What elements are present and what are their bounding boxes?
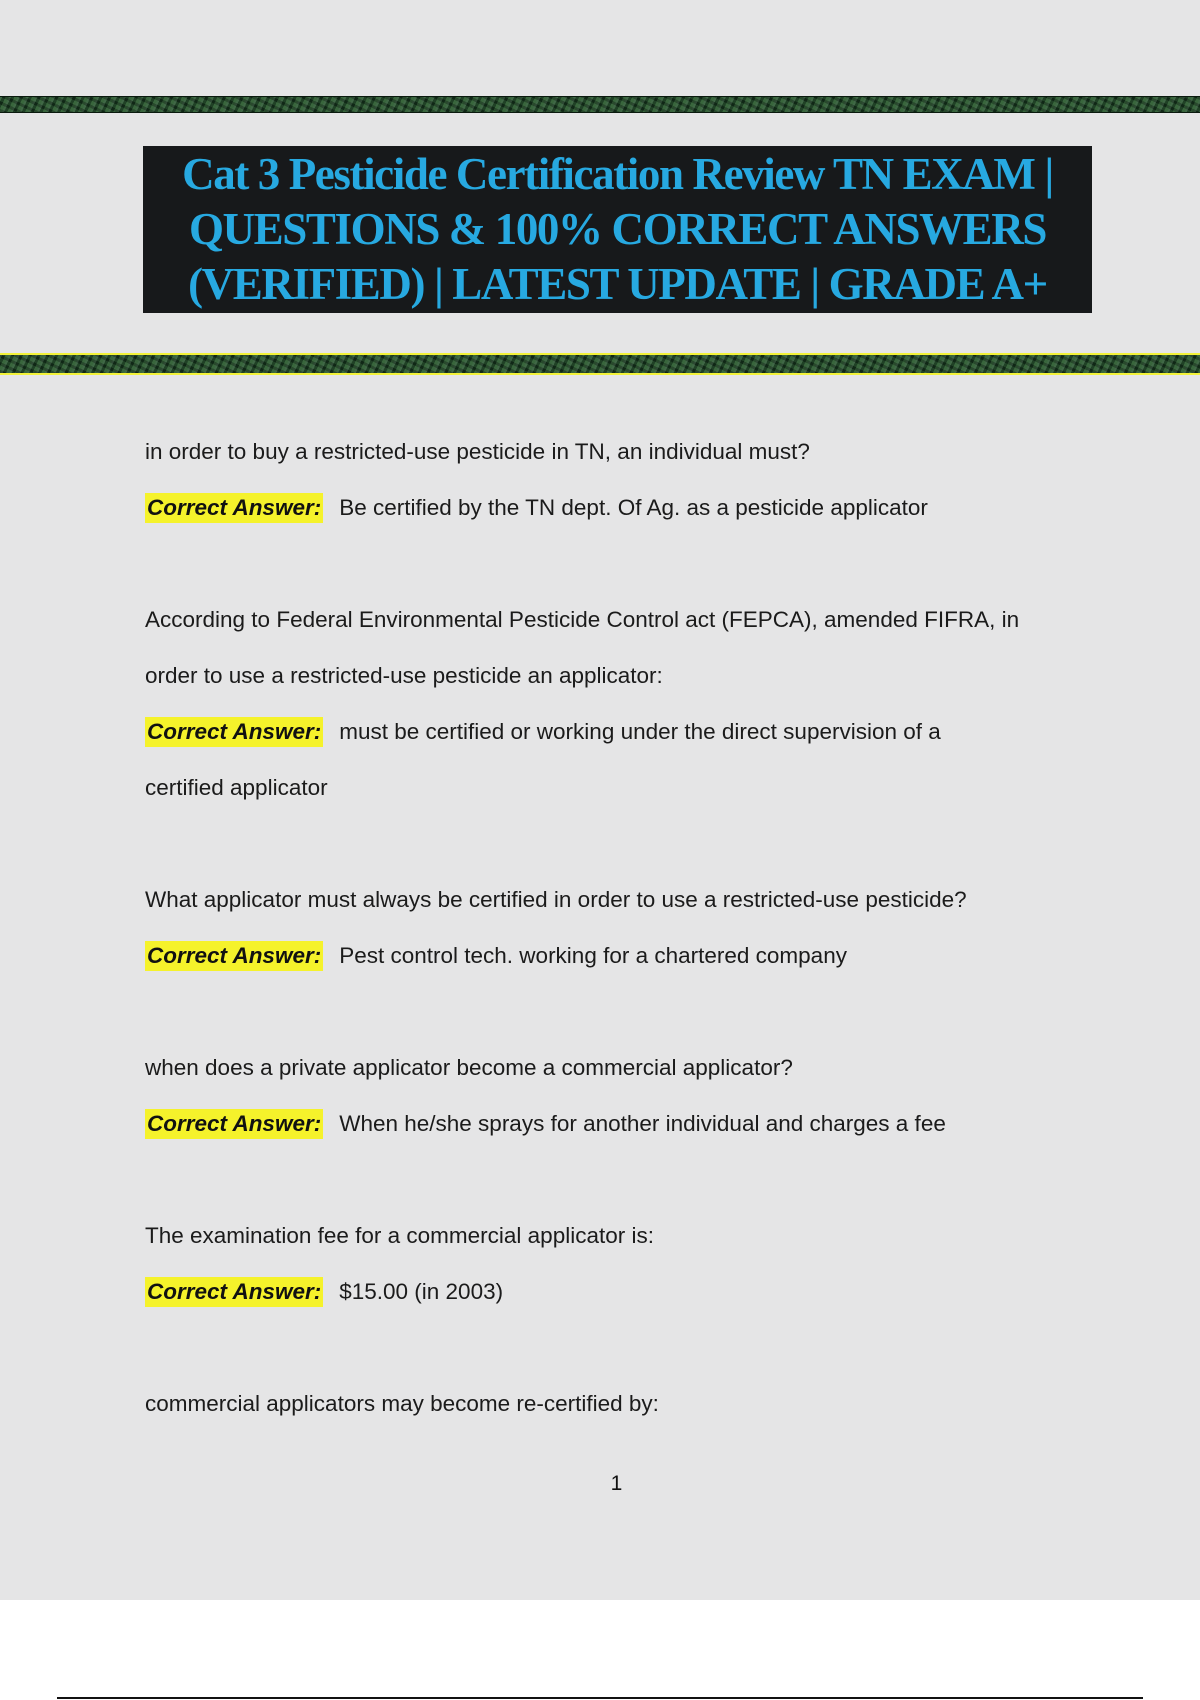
correct-answer-label: Correct Answer:: [145, 1277, 323, 1307]
correct-answer-label: Correct Answer:: [145, 493, 323, 523]
qa-item-6: [145, 1376, 1105, 1432]
question-text: when does a private applicator become a commercial applicator?: [145, 1055, 793, 1080]
title-banner: [143, 146, 1092, 313]
correct-answer-label: Correct Answer:: [145, 717, 323, 747]
correct-answer-label: Correct Answer:: [145, 1109, 323, 1139]
question-text: What applicator must always be certified in order to use a restricted-use pesticide?: [145, 887, 967, 912]
question-text-line-2: order to use a restricted-use pesticide an applicator:: [145, 663, 663, 688]
answer-text: When he/she sprays for another individual and charges a fee: [339, 1111, 946, 1136]
next-page-rule: [57, 1697, 1143, 1699]
answer-text: Be certified by the TN dept. Of Ag. as a pesticide applicator: [339, 495, 928, 520]
answer-text: Pest control tech. working for a chartered company: [339, 943, 847, 968]
answer-text-line-1: must be certified or working under the direct supervision of a: [339, 719, 941, 744]
question-text: The examination fee for a commercial applicator is:: [145, 1223, 654, 1248]
decorative-green-rule-bottom: [0, 353, 1200, 375]
qa-item-4: [145, 1040, 1105, 1152]
decorative-green-rule-top: [0, 96, 1200, 113]
answer-line: [145, 1096, 1105, 1152]
answer-line: [145, 480, 1105, 536]
answer-text: $15.00 (in 2003): [339, 1279, 504, 1304]
page-number: 1: [610, 1472, 623, 1495]
answer-line: [145, 928, 1105, 984]
qa-item-5: [145, 1208, 1105, 1320]
question-text-line-1: According to Federal Environmental Pesticide Control act (FEPCA), amended FIFRA, in: [145, 607, 1020, 632]
answer-line: [145, 704, 1105, 760]
question-text: commercial applicators may become re-certified by:: [145, 1391, 659, 1416]
qa-item-1: [145, 424, 1105, 536]
document-title: Cat 3 Pesticide Certification Review TN EXAM | QUESTIONS & 100% CORRECT ANSWERS (VERIFIED) | LATEST UPDATE | GRADE A+: [182, 149, 1053, 309]
question-text: in order to buy a restricted-use pesticide in TN, an individual must?: [145, 439, 810, 464]
answer-text-line-2: certified applicator: [145, 775, 328, 800]
correct-answer-label: Correct Answer:: [145, 941, 323, 971]
qa-item-3: [145, 872, 1105, 984]
qa-item-2: [145, 592, 1105, 816]
qa-list: [145, 424, 1105, 1488]
answer-line: [145, 1264, 1105, 1320]
